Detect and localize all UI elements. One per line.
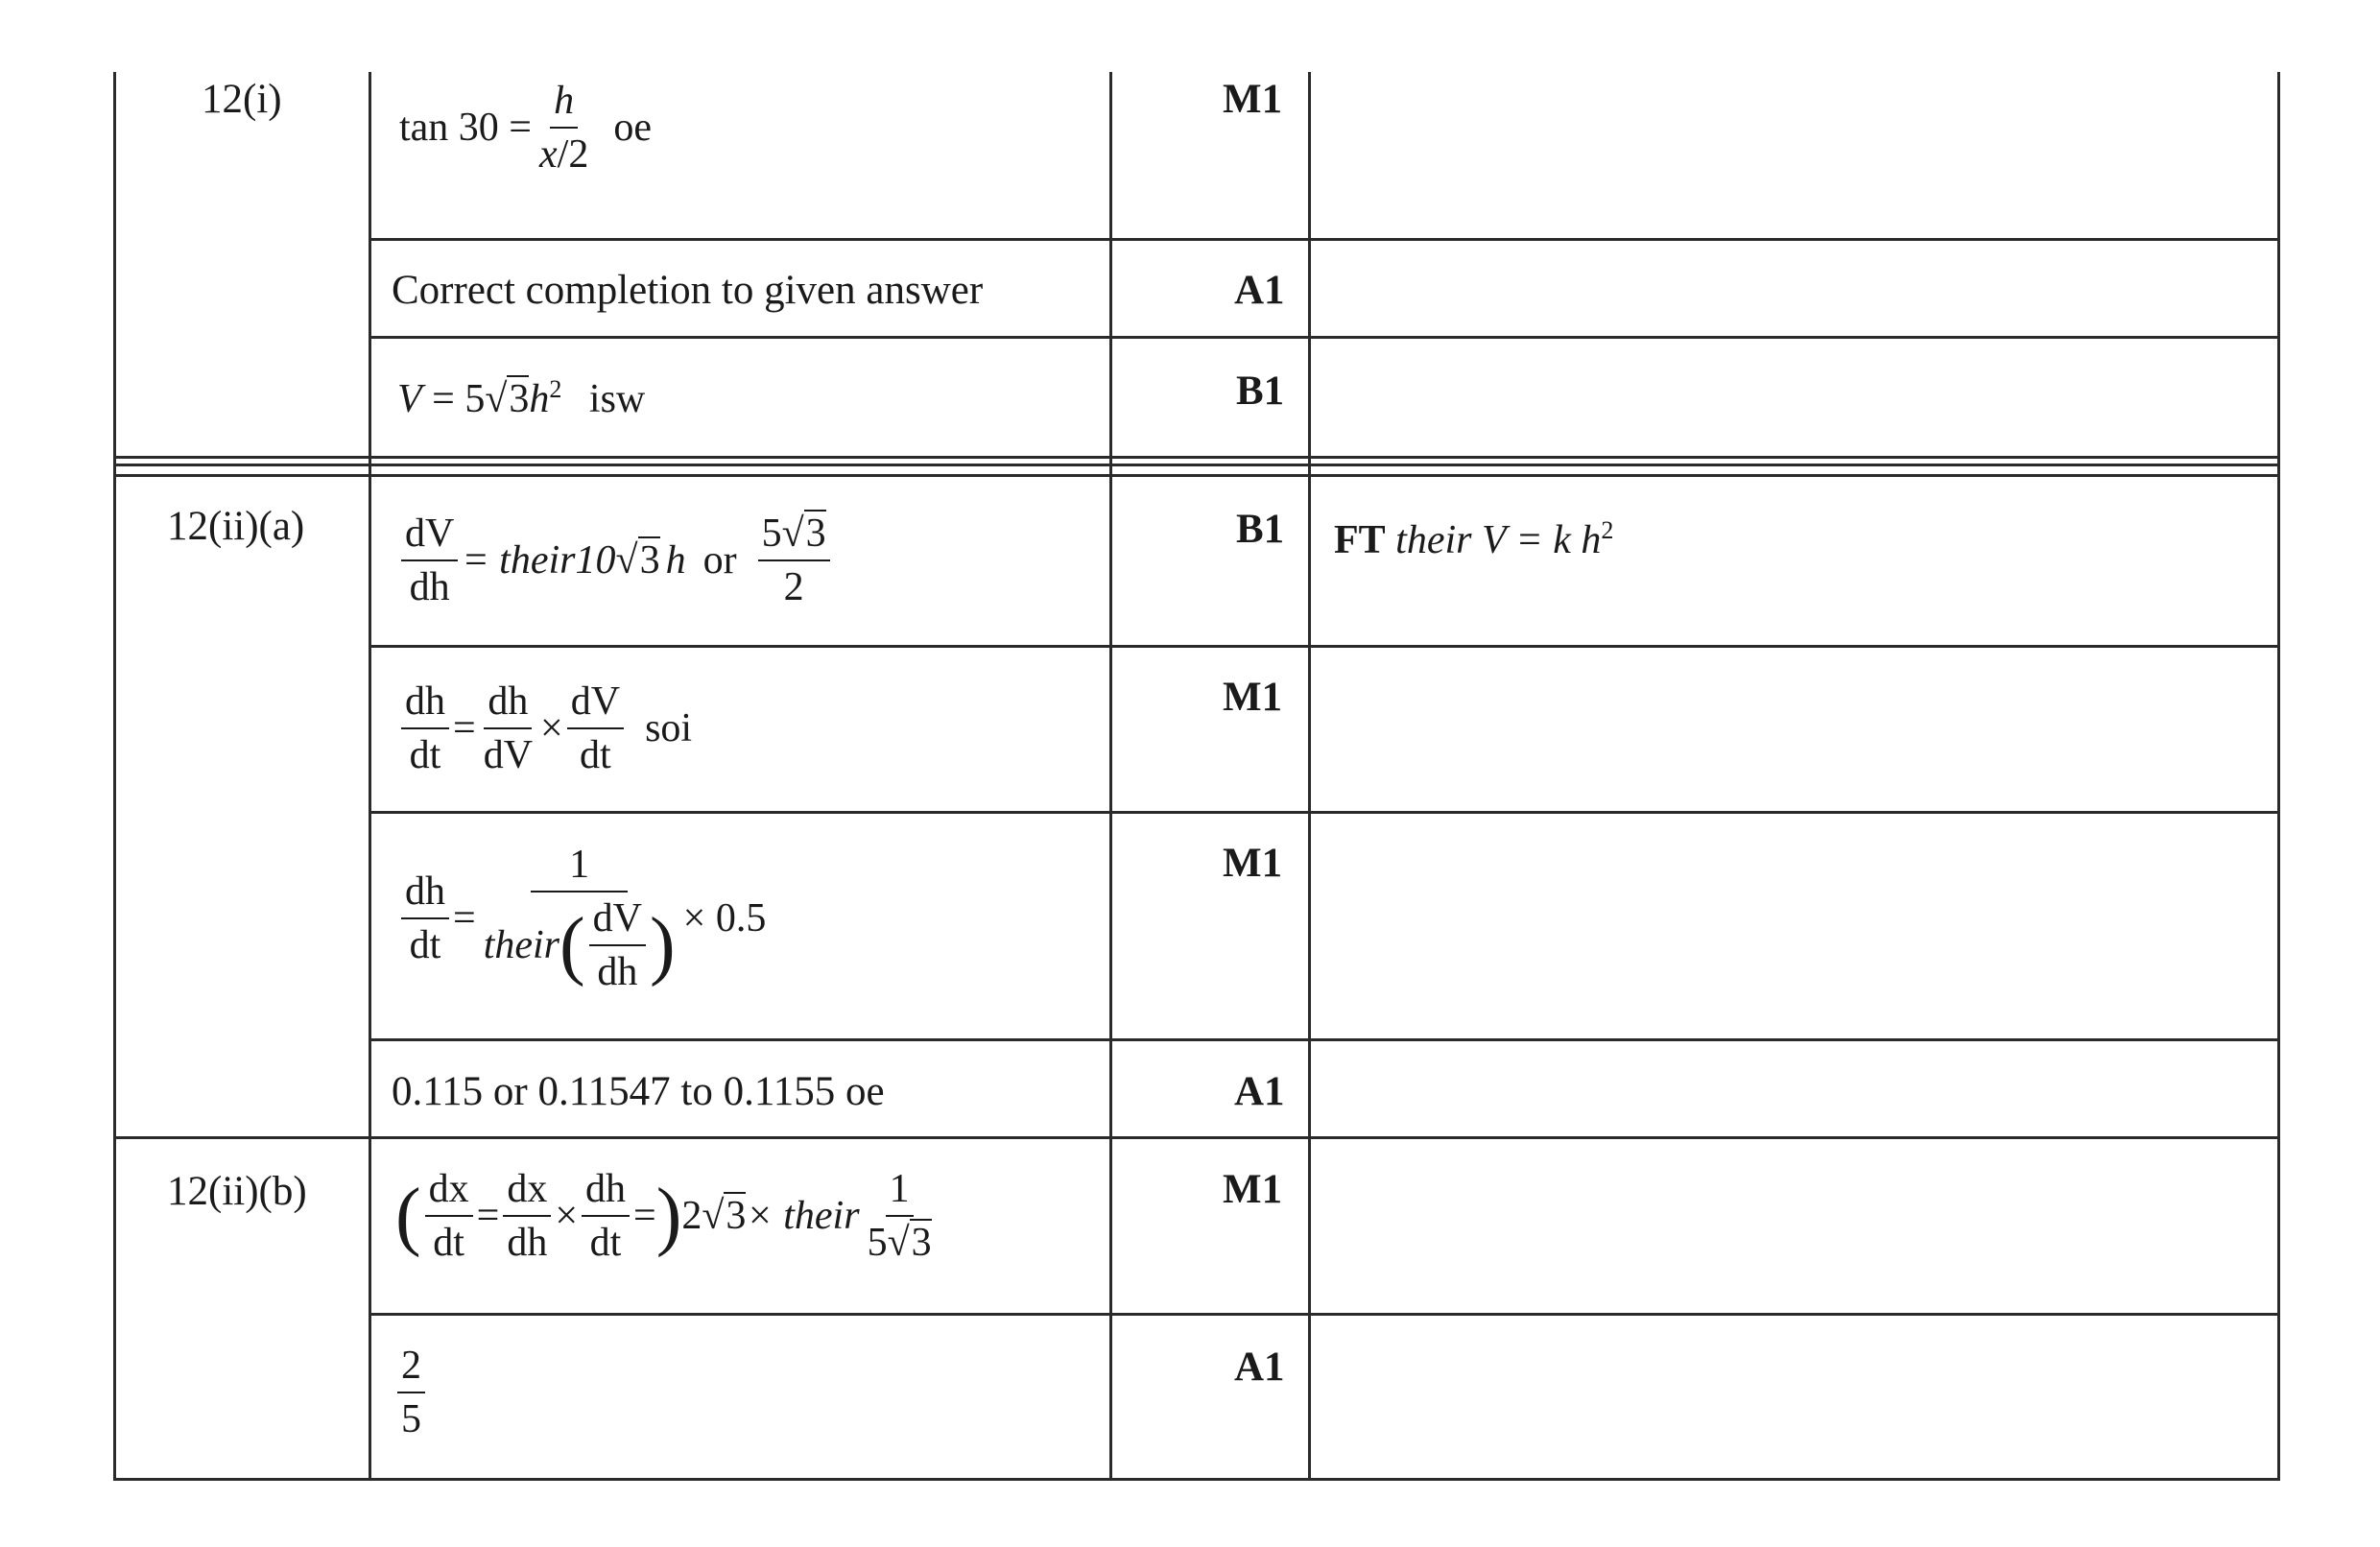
- table-bottom: [113, 1478, 2280, 1481]
- derivative: [589, 898, 646, 992]
- fraction-numerator: 1: [531, 845, 628, 892]
- mark-code: A1: [1234, 1069, 1285, 1114]
- or-text: or: [702, 538, 737, 583]
- mark-code: A1: [1234, 268, 1285, 313]
- fraction-numerator: dx: [503, 1169, 551, 1217]
- mark-code: B1: [1236, 369, 1285, 414]
- variable: h: [529, 377, 550, 421]
- answer-dhdt: [397, 845, 766, 992]
- answer-note: soi: [645, 706, 693, 750]
- slash-denominator: 2: [568, 132, 589, 177]
- row-divider: [370, 1313, 2280, 1316]
- fraction-denominator: dt: [409, 733, 441, 777]
- question-id: 12(ii)(b): [167, 1169, 307, 1214]
- equation-text: = their10: [462, 538, 616, 583]
- answer-note: isw: [588, 377, 646, 421]
- exponent: 2: [1601, 516, 1614, 544]
- fraction-numerator: dh: [582, 1169, 630, 1217]
- root-value: 3: [509, 377, 530, 421]
- fraction-numerator: dV: [589, 898, 646, 946]
- fraction-denominator: dt: [589, 1221, 622, 1265]
- question-id: 12(ii)(a): [167, 504, 305, 549]
- coefficient: 2: [681, 1194, 702, 1238]
- equals-sign: =: [476, 1194, 500, 1238]
- derivative: [401, 681, 449, 775]
- coefficient: 5: [867, 1221, 888, 1265]
- fraction: [397, 1345, 425, 1440]
- answer-chain-rule: [397, 681, 692, 775]
- fraction-numerator: h: [550, 81, 578, 129]
- derivative: [582, 1169, 630, 1263]
- root-value: 3: [911, 1221, 932, 1265]
- variable: h: [665, 538, 686, 583]
- mark-code: M1: [1223, 77, 1283, 122]
- section-divider: [113, 456, 2280, 459]
- root-value: 3: [639, 538, 660, 583]
- derivative: [503, 1169, 551, 1263]
- answer-final: [393, 1345, 429, 1440]
- fraction: $\frac{1}{5√3}$: [867, 1167, 932, 1265]
- row-divider: [370, 238, 2280, 241]
- section-divider: [113, 1136, 2280, 1139]
- fraction-numerator: dV: [567, 681, 624, 729]
- mark-code: M1: [1223, 841, 1283, 886]
- fraction-denominator: dt: [433, 1221, 464, 1265]
- their-text: × their: [746, 1194, 860, 1238]
- fraction-numerator: dh: [401, 871, 449, 919]
- fraction-numerator: dV: [401, 513, 458, 561]
- fraction-numerator: dh: [401, 681, 449, 729]
- their-text: their: [483, 923, 560, 967]
- mark-code: M1: [1223, 1167, 1283, 1212]
- fraction-denominator: dV: [483, 733, 534, 777]
- derivative: [425, 1169, 473, 1263]
- derivative: [480, 681, 536, 775]
- answer-text: Correct completion to given answer: [392, 268, 984, 313]
- answer-tail: × 0.5: [682, 896, 767, 940]
- fraction-numerator: dx: [425, 1169, 473, 1217]
- answer-tan30: [399, 81, 652, 175]
- mark-code: B1: [1236, 507, 1285, 552]
- mark-code: A1: [1234, 1345, 1285, 1390]
- times-sign: ×: [555, 1194, 579, 1238]
- times-sign: ×: [540, 706, 563, 750]
- section-divider: [113, 464, 2280, 466]
- derivative: [401, 513, 458, 607]
- row-divider: [370, 336, 2280, 339]
- tan-lhs: tan 30 =: [399, 106, 532, 150]
- guidance-note: [1334, 518, 1613, 560]
- question-id: 12(i): [202, 77, 282, 122]
- guidance-bold: FT: [1334, 518, 1386, 562]
- answer-note: oe: [613, 106, 652, 150]
- fraction-denominator: dh: [507, 1221, 548, 1265]
- fraction-denominator: their ( $\frac{dV}{dh}$ ): [483, 896, 676, 994]
- fraction-denominator: dh: [597, 950, 638, 994]
- col-divider: [2277, 72, 2280, 1481]
- col-divider: [1109, 72, 1112, 1481]
- guidance-text: their V = k h: [1395, 518, 1602, 562]
- section-divider: [113, 474, 2280, 477]
- fraction-denominator: dt: [580, 733, 611, 777]
- root-value: 3: [726, 1194, 747, 1238]
- row-divider: [370, 811, 2280, 814]
- coefficient: 5: [761, 512, 782, 556]
- derivative: [401, 871, 449, 965]
- answer-dVdh: $\frac{dV}{dh}$ = their10 √3 h or $\frac{5√3}{2}$: [397, 513, 834, 607]
- fraction-numerator: 1: [886, 1169, 914, 1217]
- col-divider: [369, 72, 371, 1481]
- fraction-denominator: 5: [401, 1397, 421, 1441]
- equals-sign: =: [453, 706, 476, 750]
- derivative: [567, 681, 624, 775]
- fraction-denominator: x/2: [539, 132, 589, 177]
- fraction-denominator: dh: [409, 565, 450, 609]
- fraction: $\frac{5√3}{2}$: [758, 513, 830, 607]
- answer-text: 0.115 or 0.11547 to 0.1155 oe: [392, 1069, 885, 1114]
- fraction-numerator: dh: [484, 681, 532, 729]
- row-divider: [370, 1038, 2280, 1041]
- col-divider: [113, 72, 116, 1481]
- exponent: 2: [549, 375, 562, 403]
- fraction-numerator: 2: [397, 1345, 425, 1393]
- root-value: 3: [805, 512, 826, 556]
- mark-code: M1: [1223, 675, 1283, 720]
- equals-sign: =: [633, 1194, 656, 1238]
- slash-numerator: x: [539, 132, 558, 177]
- col-divider: [1308, 72, 1311, 1481]
- row-divider: [370, 645, 2280, 648]
- fraction: [480, 845, 679, 992]
- equals-sign: =: [453, 896, 476, 940]
- fraction: [536, 81, 592, 175]
- fraction-denominator: dt: [409, 923, 441, 967]
- answer-dxdt: ( $\frac{dx}{dt}$ = $\frac{dx}{dh}$ × $\frac{dh}{dt}$ = ) 2 √3 × their $\frac{1}{5√3}$: [395, 1169, 940, 1263]
- answer-volume: $V = 5√3h^2$ isw: [397, 375, 646, 421]
- fraction-denominator: 2: [783, 565, 804, 609]
